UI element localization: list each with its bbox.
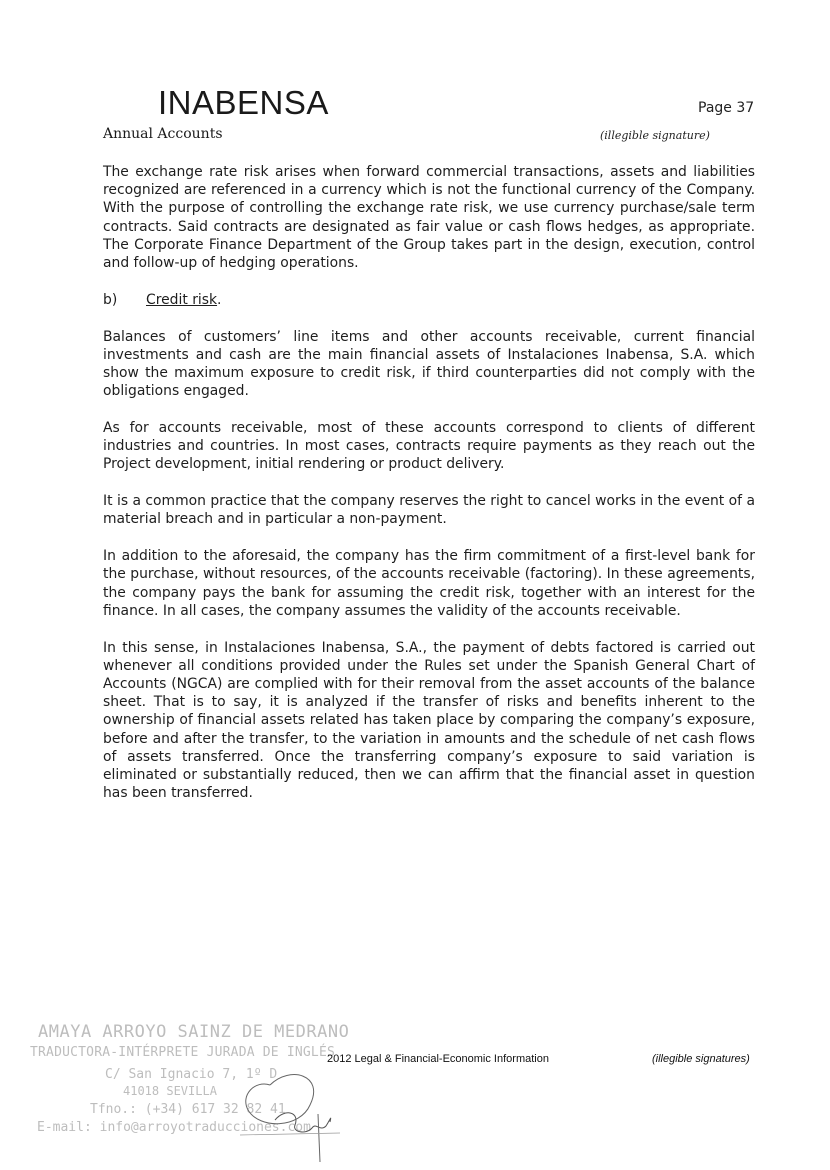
section-label: b) (103, 291, 118, 308)
footer-signature-note: (illegible signatures) (652, 1053, 750, 1065)
document-body (103, 163, 755, 821)
paragraph-financial-assets: Balances of customers’ line items and other accounts receivable, current financial investments and cash are the main financial assets of Instalaciones Inabensa, S.A. which show the maximum exposure to credit risk, if third counterparties did not comply with the obligations engaged. (103, 328, 755, 400)
stamp-name: AMAYA ARROYO SAINZ DE MEDRANO (38, 1022, 350, 1042)
stamp-title: TRADUCTORA-INTÉRPRETE JURADA DE INGLÉS (30, 1045, 336, 1060)
company-logo: INABENSA (158, 84, 329, 121)
stamp-phone: Tfno.: (+34) 617 32 82 41 (90, 1102, 286, 1117)
paragraph-debts-factored: In this sense, in Instalaciones Inabensa, S.A., the payment of debts factored is carried out whenever all conditions provided under the Rules set under the Spanish General Chart of Accounts (NGCA) are complied with for their removal from the asset accounts of the balance sheet. That is to say, it is analyzed if the transfer of risks and benefits inherent to the ownership of financial assets related has taken place by comparing the company’s exposure, before and after the transfer, to the variation in amounts and the schedule of net cash flows of assets transferred. Once the transferring company’s exposure to said variation is eliminated or substantially reduced, then we can affirm that the financial asset in question has been transferred. (103, 639, 755, 802)
document-subtitle: Annual Accounts (103, 126, 223, 142)
paragraph-factoring: In addition to the aforesaid, the company has the firm commitment of a first-level bank for the purchase, without resources, of the accounts receivable (factoring). In these agreements, the company pays the bank for assuming the credit risk, together with an interest for the finance. In all cases, the company assumes the validity of the accounts receivable. (103, 548, 755, 619)
page-number: Page 37 (698, 100, 755, 116)
paragraph-accounts-receivable: As for accounts receivable, most of these accounts correspond to clients of different industries and countries. In most cases, contracts require payments as they reach out the Project development, initial rendering or product delivery. (103, 420, 755, 473)
stamp-address: C/ San Ignacio 7, 1º D (105, 1067, 278, 1082)
footer-document-info: 2012 Legal & Financial-Economic Information (327, 1053, 549, 1065)
paragraph-common-practice: It is a common practice that the company reserves the right to cancel works in the event of a material breach and in particular a non-payment. (103, 493, 755, 528)
paragraph-exchange-rate-risk: The exchange rate risk arises when forward commercial transactions, assets and liabilities recognized are referenced in a currency which is not the functional currency of the Company. With the purpose of controlling the exchange rate risk, we use currency purchase/sale term contracts. Said contracts are designated as fair value or cash flows hedges, as appropriate. The Corporate Finance Department of the Group takes part in the design, execution, control and follow-up of hedging operations. (103, 164, 755, 272)
section-title-punct: . (217, 291, 222, 308)
section-heading-credit-risk (103, 291, 755, 309)
section-title: Credit risk (146, 291, 218, 308)
handwritten-signature-icon (240, 1050, 350, 1165)
header-signature-note: (illegible signature) (600, 129, 710, 142)
stamp-city: 41018 SEVILLA (123, 1084, 217, 1098)
stamp-email: E-mail: info@arroyotraducciones.com (37, 1120, 311, 1135)
